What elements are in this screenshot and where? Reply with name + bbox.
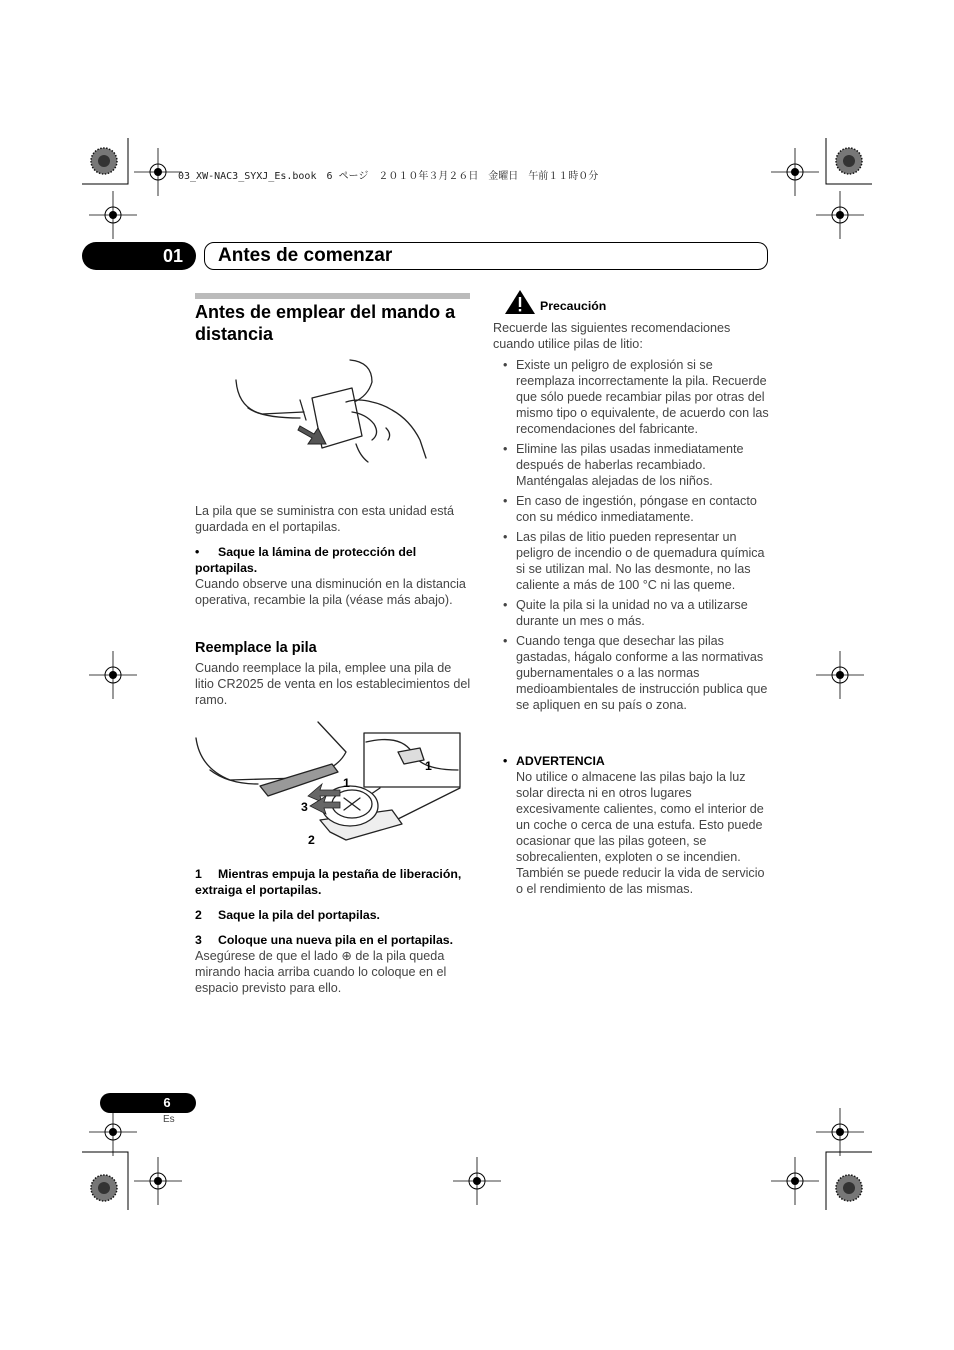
list-item: • Existe un peligro de explosión si se reemplaza incorrectamente la pila. Recuerde que sólo puede recambiar pilas por otras del mismo tipo o equivalente, de acuerdo con las recomendaciones del fabricante. — [493, 357, 769, 437]
caution-intro: Recuerde las siguientes recomendaciones cuando utilice pilas de litio: — [493, 321, 731, 351]
list-item: • Las pilas de litio pueden representar un peligro de incendio o de quemadura química si se utilizan mal. No las desmonte, no las caliente a más de 100 °C ni las queme. — [493, 529, 769, 593]
bullet-icon: • — [195, 545, 200, 559]
step-1: 1 Mientras empuja la pestaña de liberación, extraiga el portapilas. — [195, 867, 462, 897]
list-item: • Elimine las pilas usadas inmediatamente después de haberlas recambiado. Manténgalas alejadas de los niños. — [493, 441, 769, 489]
chapter-number: 01 — [162, 246, 184, 266]
warning-title: ADVERTENCIA — [516, 754, 605, 768]
step-2: 2 Saque la pila del portapilas. — [195, 908, 380, 922]
page-number: 6 — [163, 1095, 171, 1110]
section-title: Antes de emplear del mando a distancia — [195, 302, 456, 344]
step-remove-sheet-note: Cuando observe una disminución en la distancia operativa, recambie la pila (véase más abajo). — [195, 577, 466, 607]
figure-label: 2 — [308, 833, 315, 847]
figure-label: 1 — [343, 776, 350, 790]
replace-battery-intro: Cuando reemplace la pila, emplee una pila de litio CR2025 de venta en los establecimientos del ramo. — [195, 661, 471, 707]
caution-title: Precaución — [540, 299, 607, 313]
warning-text: No utilice o almacene las pilas bajo la luz solar directa ni en otros lugares excesivamente calientes, como el interior de un coche o cerca de una estufa. Esto puede ocasionar que las pilas goteen, se sobrecalienten, exploten o se incendien. También se puede reducir la vida de servicio o el rendimiento de las mismas. — [516, 770, 765, 896]
figure-label: 3 — [301, 800, 308, 814]
figure-label: 1 — [425, 759, 432, 773]
step-3: 3 Coloque una nueva pila en el portapilas. — [195, 933, 454, 947]
list-item: • Quite la pila si la unidad no va a utilizarse durante un mes o más. — [493, 597, 769, 629]
step-remove-sheet: Saque la lámina de protección del portapilas. — [195, 545, 417, 575]
bullet-icon: • — [503, 754, 508, 768]
step-3-note: Asegúrese de que el lado ⊕ de la pila queda mirando hacia arriba cuando lo coloque en el espacio previsto para ello. — [195, 949, 447, 995]
chapter-title: Antes de comenzar — [218, 245, 393, 266]
list-item: • Cuando tenga que desechar las pilas gastadas, hágalo conforme a las normativas gubernamentales o a las normas medioambientales de instrucción publica que se apliquen en su país o zona. — [493, 633, 769, 713]
battery-intro: La pila que se suministra con esta unidad está guardada en el portapilas. — [195, 504, 455, 534]
print-header: 03_XW-NAC3_SYXJ_Es.book 6 ページ ２０１０年３月２６日 金曜日 午前１１時０分 — [178, 171, 599, 182]
caution-list — [493, 357, 769, 717]
replace-battery-heading: Reemplace la pila — [195, 640, 317, 656]
page-number-badge — [100, 1093, 196, 1113]
page-language: Es — [163, 1114, 175, 1125]
list-item: • En caso de ingestión, póngase en contacto con su médico inmediatamente. — [493, 493, 769, 525]
